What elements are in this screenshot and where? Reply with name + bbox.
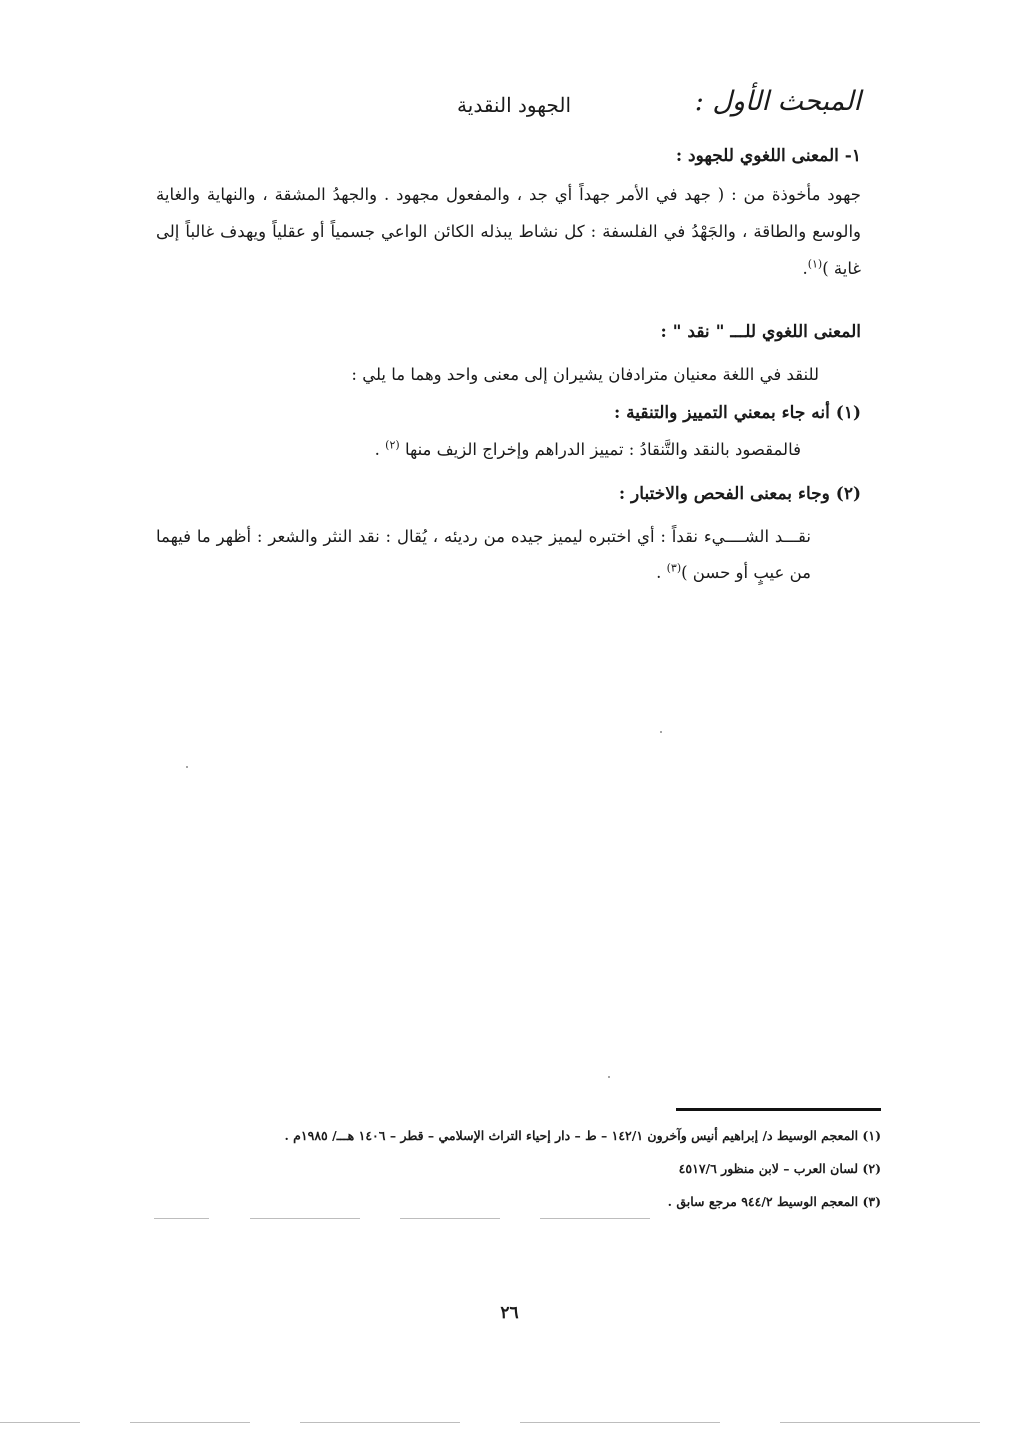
- scan-line: [540, 1218, 650, 1219]
- footnote-ref-3: (٣): [666, 561, 682, 575]
- section-subtitle: الجهود النقدية: [457, 93, 571, 117]
- scan-line: [300, 1422, 460, 1423]
- criticism-intro: للنقد في اللغة معنيان مترادفان يشيران إلى معنى واحد وهما ما يلي :: [351, 365, 819, 384]
- page-number: ٢٦: [500, 1303, 519, 1323]
- paragraph-efforts-text: جهود مأخوذة من : ( جهد في الأمر جهداً أي جد ، والمفعول مجهود . والجهدُ المشقة ، والنهاية والغاية والوسع والطاقة ، والجَهْدُ في الفلسفة : كل نشاط يبذله الكائن الواعي جسمياً أو عقلياً ويهدف غالباً إلى غاية ): [156, 185, 861, 278]
- footnote-separator: [676, 1108, 881, 1111]
- scan-line: [400, 1218, 500, 1219]
- scan-speck: [660, 731, 662, 733]
- footnote-3: (٣) المعجم الوسيط ٩٤٤/٢ مرجع سابق .: [667, 1194, 881, 1209]
- footnote-1: (١) المعجم الوسيط د/ إبراهيم أنيس وآخرون ١٤٢/١ – ط – دار إحياء التراث الإسلامي – قطر – ١٤٠٦ هـــ/ ١٩٨٥م .: [284, 1128, 881, 1143]
- footnote-2: (٢) لسان العرب – لابن منظور ٤٥١٧/٦: [678, 1161, 881, 1176]
- section-title: المبحث الأول :: [694, 86, 861, 117]
- scan-line: [130, 1422, 250, 1423]
- item2-paragraph: نقـــد الشــــيء نقداً : أي اختبره ليميز جيده من رديئه ، يُقال : نقد النثر والشعر : أظهر ما فيهما من عيبٍ أو حسن )$^{(٣)}$ .: [156, 527, 811, 582]
- scan-line: [780, 1422, 980, 1423]
- scan-speck: [608, 1076, 610, 1078]
- scan-speck: [186, 766, 188, 768]
- scan-line: [154, 1218, 209, 1219]
- item1-heading: (١) أنه جاء بمعني التمييز والتنقية :: [613, 403, 861, 423]
- footnote-ref-1: (١): [807, 257, 823, 271]
- item1-text: فالمقصود بالنقد والتَّنقادُ : تمييز الدراهم وإخراج الزيف منها $^{(٢)}$ .: [374, 438, 801, 459]
- item1-text-body: فالمقصود بالنقد والتَّنقادُ : تمييز الدراهم وإخراج الزيف منها: [404, 440, 801, 459]
- heading-lexical-meaning-efforts: ١- المعنى اللغوي للجهود :: [675, 146, 861, 166]
- scan-line: [250, 1218, 360, 1219]
- footnote-ref-2: (٢): [385, 438, 400, 452]
- scan-line: [520, 1422, 720, 1423]
- heading-lexical-meaning-criticism: المعنى اللغوي للـــ " نقد " :: [660, 322, 861, 342]
- scan-line: [0, 1422, 80, 1423]
- item2-heading: (٢) وجاء بمعنى الفحص والاختبار :: [618, 484, 861, 504]
- paragraph-efforts-definition: جهود مأخوذة من : ( جهد في الأمر جهداً أي جد ، والمفعول مجهود . والجهدُ المشقة ، والنهاية والغاية والوسع والطاقة ، والجَهْدُ في الفلسفة : كل نشاط يبذله الكائن الواعي جسمياً أو عقلياً ويهدف غالباً إلى غاية )$^{(١)}$.: [156, 185, 861, 278]
- item2-text-body: نقـــد الشــــيء نقداً : أي اختبره ليميز جيده من رديئه ، يُقال : نقد النثر والشعر : أظهر ما فيهما من عيبٍ أو حسن ): [156, 527, 811, 582]
